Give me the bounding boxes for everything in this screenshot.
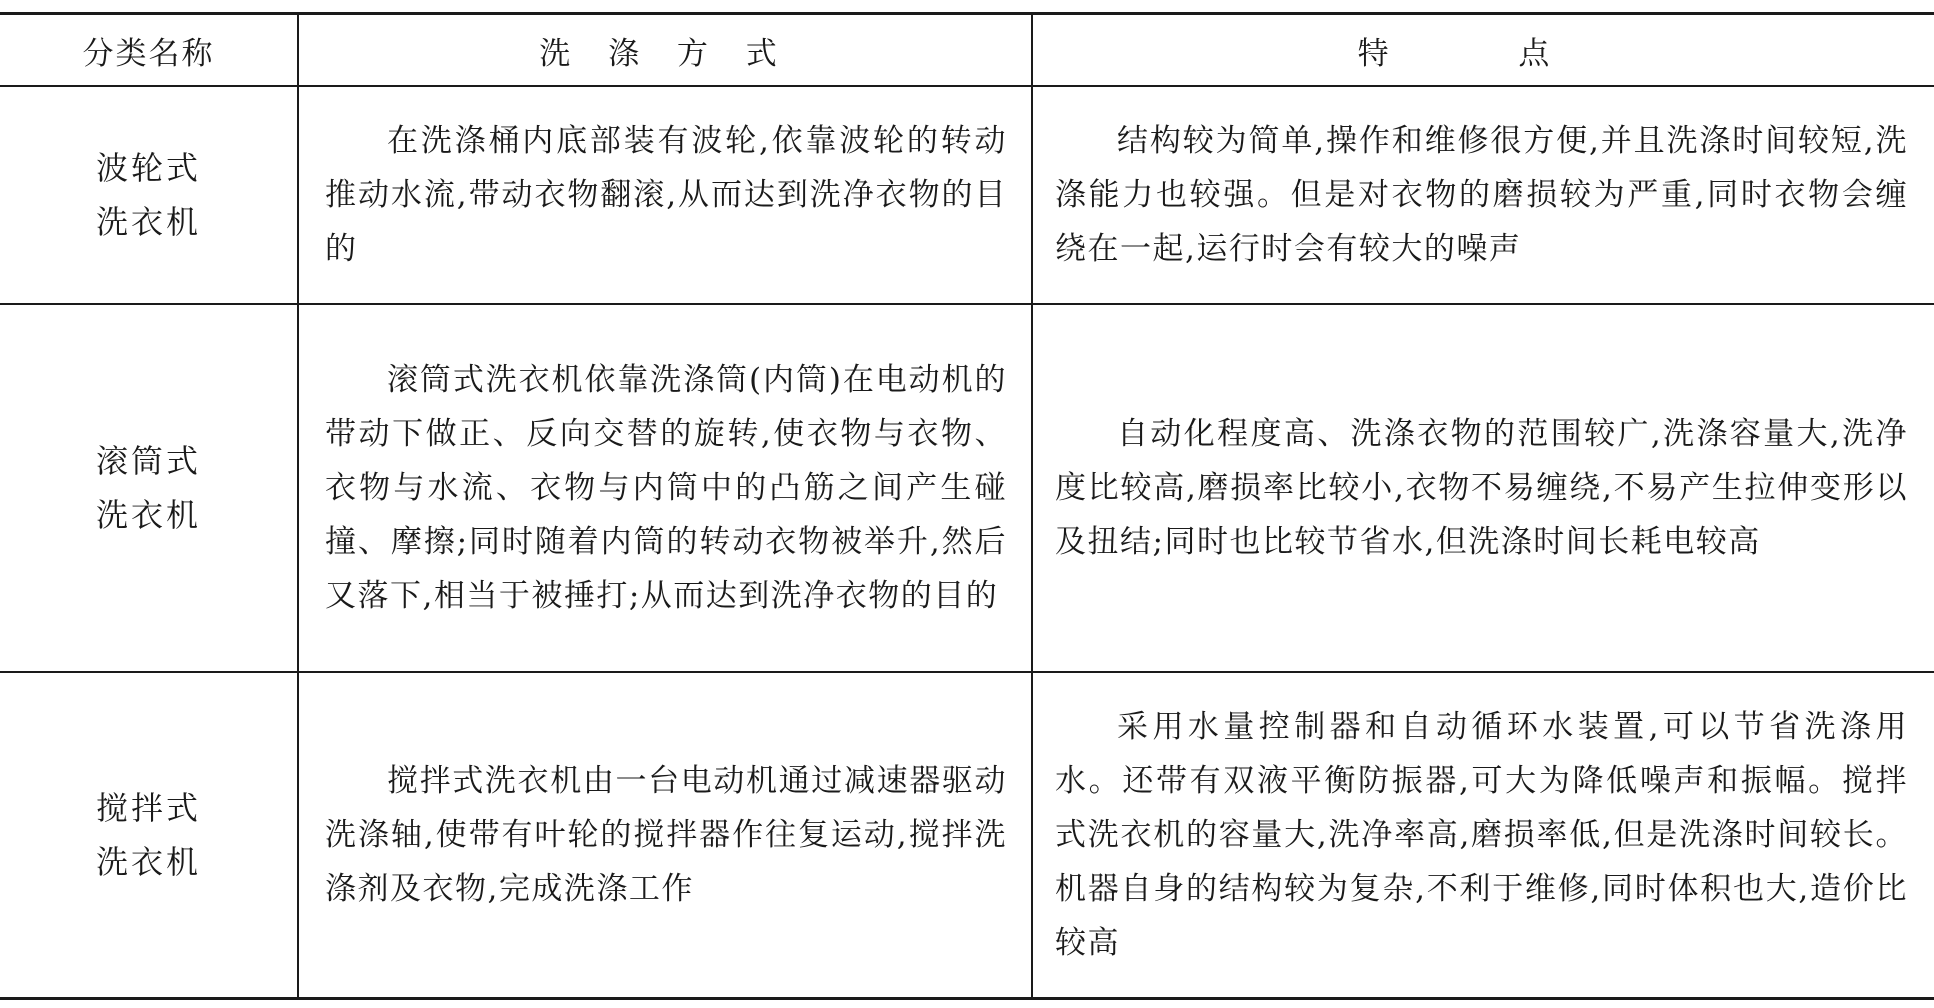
category-name-cell (0, 304, 298, 672)
washing-machine-table (0, 12, 1934, 1000)
header-washing-method: 洗 涤 方 式 (298, 14, 1032, 87)
category-name-line2: 洗衣机 (95, 203, 201, 241)
washing-method-cell: 搅拌式洗衣机由一台电动机通过减速器驱动洗涤轴,使带有叶轮的搅拌器作往复运动,搅拌洗涤剂及衣物,完成洗涤工作 (298, 672, 1032, 999)
category-name-cell (0, 86, 298, 304)
category-name-line1: 滚筒式 (95, 442, 201, 480)
category-name-line1: 搅拌式 (95, 789, 201, 827)
features-cell: 结构较为简单,操作和维修很方便,并且洗涤时间较短,洗涤能力也较强。但是对衣物的磨损较为严重,同时衣物会缠绕在一起,运行时会有较大的噪声 (1032, 86, 1934, 304)
table-row (0, 672, 1934, 999)
table-header-row (0, 14, 1934, 87)
features-cell: 自动化程度高、洗涤衣物的范围较广,洗涤容量大,洗净度比较高,磨损率比较小,衣物不易缠绕,不易产生拉伸变形以及扭结;同时也比较节省水,但洗涤时间长耗电较高 (1032, 304, 1934, 672)
washing-method-cell: 滚筒式洗衣机依靠洗涤筒(内筒)在电动机的带动下做正、反向交替的旋转,使衣物与衣物、衣物与水流、衣物与内筒中的凸筋之间产生碰撞、摩擦;同时随着内筒的转动衣物被举升,然后又落下,相当于被捶打;从而达到洗净衣物的目的 (298, 304, 1032, 672)
header-category-name: 分类名称 (0, 14, 298, 87)
category-name-cell (0, 672, 298, 999)
table-row (0, 86, 1934, 304)
washing-method-cell: 在洗涤桶内底部装有波轮,依靠波轮的转动推动水流,带动衣物翻滚,从而达到洗净衣物的目的 (298, 86, 1032, 304)
category-name-line2: 洗衣机 (95, 843, 201, 881)
table-row (0, 304, 1934, 672)
features-cell: 采用水量控制器和自动循环水装置,可以节省洗涤用水。还带有双液平衡防振器,可大为降低噪声和振幅。搅拌式洗衣机的容量大,洗净率高,磨损率低,但是洗涤时间较长。机器自身的结构较为复杂,不利于维修,同时体积也大,造价比较高 (1032, 672, 1934, 999)
category-name-line2: 洗衣机 (95, 496, 201, 534)
category-name-line1: 波轮式 (95, 149, 201, 187)
header-features: 特 点 (1032, 14, 1934, 87)
